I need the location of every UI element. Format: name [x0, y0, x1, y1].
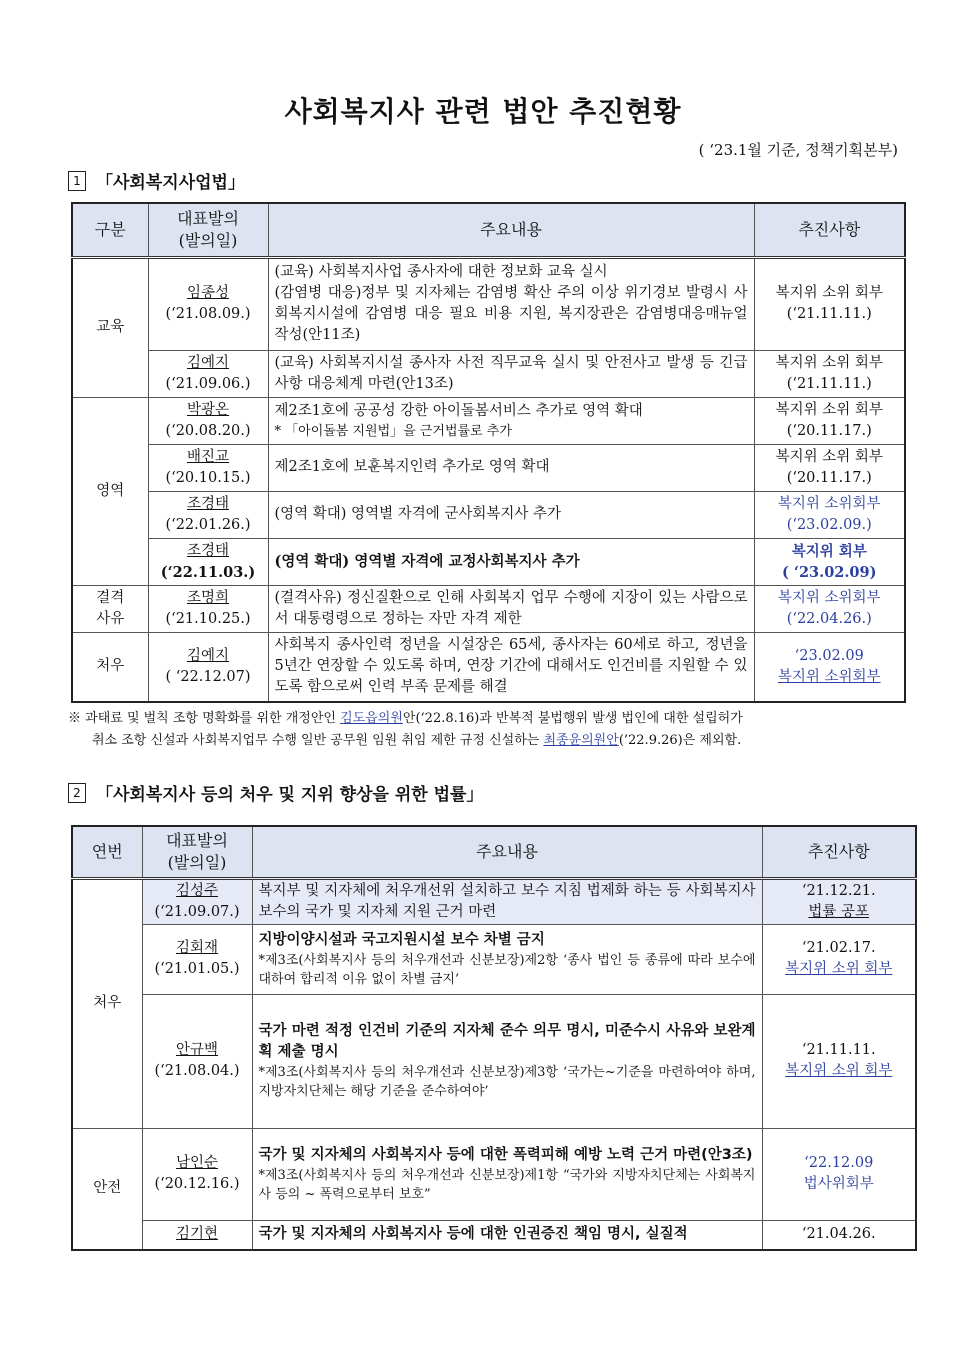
section2-table — [71, 825, 917, 1251]
content-cell: 사회복지 종사인력 정년을 시설장은 65세, 종사자는 60세로 하고, 정년을 5년간 연장할 수 있도록 하며, 연장 기간에 대해서도 인건비를 지원할 수 있도록 함으로써 인력 부족 문제를 해결 — [268, 632, 754, 702]
proposer-cell — [148, 491, 268, 538]
header-content: 주요내용 — [252, 826, 762, 878]
content-note: *제3조(사회복지사 등의 처우개선과 신분보장)제2항 ‘종사 법인 등 종류에 따라 보수에 대하여 합리적 이유 없이 차별 금지’ — [258, 952, 756, 987]
content-note: *제3조(사회복지사 등의 처우개선과 신분보장)제3항 ‘국가는~기준을 마련하여야 하며, 지방자치단체는 해당 기준을 준수하여야’ — [258, 1065, 756, 1099]
proposal-date: (‘21.08.04.) — [154, 1063, 240, 1079]
header-category: 구분 — [72, 203, 148, 257]
status-text: 복지위 소위 회부 — [785, 1063, 893, 1079]
page-title: 사회복지사 관련 법안 추진현황 — [284, 95, 682, 128]
content-cell — [252, 994, 762, 1128]
status-cell: 복지위 소위 회부 (‘21.11.11.) — [754, 257, 905, 350]
proposer-cell — [148, 444, 268, 491]
content-main: 제2조1호에 공공성 강한 아이돌봄서비스 추가로 영역 확대 — [274, 402, 643, 419]
content-note: * 「아이돌봄 지원법」을 근거법률로 추가 — [274, 423, 512, 439]
section2-heading — [68, 780, 483, 805]
header-number: 연번 — [72, 826, 142, 878]
proposer-name: 김성주 — [175, 882, 219, 899]
status-cell: 복지위 소위 회부 (‘21.11.11.) — [754, 350, 905, 397]
status-cell — [762, 1128, 916, 1220]
category-cell: 처우 — [72, 632, 148, 702]
status-cell — [762, 878, 916, 924]
status-cell — [762, 994, 916, 1128]
proposer-cell — [142, 994, 252, 1128]
proposer-cell — [148, 350, 268, 397]
content-cell — [268, 397, 754, 444]
proposal-date: (‘21.09.07.) — [154, 903, 240, 920]
proposal-date: (‘21.08.09.) — [165, 306, 251, 322]
content-cell: (교육) 사회복지시설 종사자 사전 직무교육 실시 및 안전사고 발생 등 긴급사항 대응체계 마련(안13조) — [268, 350, 754, 397]
content-cell: (교육) 사회복지사업 종사자에 대한 정보화 교육 실시 (감염병 대응)정부 및 지자체는 감염병 확산 주의 이상 위기경보 발령시 사회복지시설에 감염병 대응 필요 비용 지원, 복지장관은 감염병대응매뉴얼 작성(안11조) — [268, 257, 754, 350]
section1-number: 1 — [68, 171, 86, 191]
proposal-date: (‘21.01.05.) — [154, 961, 240, 977]
table-row — [72, 350, 905, 397]
table-header-row — [72, 203, 905, 257]
proposer-name: 김예지 — [186, 354, 230, 371]
content-cell: 제2조1호에 보훈복지인력 추가로 영역 확대 — [268, 444, 754, 491]
footnote-link[interactable]: 최종윤의원안 — [543, 733, 619, 748]
status-text: 법률 공포 — [808, 903, 870, 920]
content-cell: (영역 확대) 영역별 자격에 군사회복지사 추가 — [268, 491, 754, 538]
header-proposer: 대표발의 (발의일) — [148, 203, 268, 257]
proposal-date: (‘20.12.16.) — [154, 1176, 240, 1192]
section1-table — [71, 202, 906, 703]
footnote-line: 취소 조항 신설과 사회복지업무 수행 일반 공무원 임원 취임 제한 규정 신설하는 최종윤의원안(’22.9.26)은 제외함. — [92, 733, 742, 748]
header-proposer: 대표발의 (발의일) — [142, 826, 252, 878]
status-cell: 복지위 소위 회부 (‘20.11.17.) — [754, 444, 905, 491]
content-note: *제3조(사회복지사 등의 처우개선과 신분보장)제1항 “국가와 지방자치단체는 사회복지사 등의 ~ 폭력으로부터 보호” — [258, 1167, 756, 1202]
status-text: 법사위회부 — [803, 1176, 874, 1192]
content-cell: (영역 확대) 영역별 자격에 교정사회복지사 추가 — [268, 538, 754, 585]
proposer-name: 안규백 — [175, 1042, 219, 1058]
status-date: ‘22.12.09 — [804, 1155, 874, 1171]
proposal-date: ( ‘22.12.07) — [165, 668, 251, 685]
status-cell: 복지위 소위회부 (‘23.02.09.) — [754, 491, 905, 538]
footnote-line: ※ 과태료 및 벌칙 조항 명확화를 위한 개정안인 김도읍의원안(‘22.8.16)과 반복적 불법행위 발생 법인에 대한 설립허가 — [68, 711, 743, 726]
content-main: 지방이양시설과 국고지원시설 보수 차별 금지 — [258, 931, 545, 948]
status-date: ‘23.02.09 — [794, 647, 864, 664]
table-row — [72, 1220, 916, 1250]
proposer-cell — [148, 257, 268, 350]
proposer-name: 배진교 — [186, 448, 230, 465]
content-cell: 복지부 및 지자체에 처우개선위 설치하고 보수 지침 법제화 하는 등 사회복지사 보수의 국가 및 지자체 지원 근거 마련 — [252, 878, 762, 924]
content-cell — [252, 1128, 762, 1220]
table-row — [72, 924, 916, 994]
table-row — [72, 538, 905, 585]
category-cell: 안전 — [72, 1128, 142, 1250]
proposer-name: 남인순 — [175, 1155, 219, 1171]
proposer-cell — [142, 878, 252, 924]
proposer-name: 김기현 — [175, 1226, 219, 1243]
content-main: 국가 및 지자체의 사회복지사 등에 대한 폭력피해 예방 노력 근거 마련(안3조) — [258, 1146, 753, 1163]
header-status: 추진사항 — [762, 826, 916, 878]
status-cell: 복지위 소위 회부 (‘20.11.17.) — [754, 397, 905, 444]
proposer-name: 김회재 — [175, 940, 219, 956]
category-cell: 결격 사유 — [72, 585, 148, 632]
category-cell: 영역 — [72, 397, 148, 585]
table-row — [72, 878, 916, 924]
proposal-date: (‘20.08.20.) — [165, 422, 251, 439]
status-cell: 복지위 소위회부 (‘22.04.26.) — [754, 585, 905, 632]
proposer-name: 임종성 — [186, 285, 230, 301]
status-cell: 복지위 회부 ( ‘23.02.09) — [754, 538, 905, 585]
table-row — [72, 1128, 916, 1220]
status-text: 복지위 소위회부 — [777, 668, 881, 685]
status-date: ‘21.12.21. — [801, 882, 876, 899]
status-cell — [762, 924, 916, 994]
page-subtitle: ( ‘23.1월 기준, 정책기획본부) — [698, 141, 898, 159]
section2-title: 「사회복지사 등의 처우 및 지위 향상을 위한 법률」 — [96, 785, 484, 805]
category-cell: 교육 — [72, 257, 148, 397]
section2-number: 2 — [68, 783, 86, 803]
table-row — [72, 444, 905, 491]
status-cell — [754, 632, 905, 702]
proposer-name: 조경태 — [186, 543, 230, 559]
section1-title: 「사회복지사업법」 — [96, 173, 245, 193]
status-date: ‘21.02.17. — [801, 940, 876, 956]
content-cell: (결격사유) 정신질환으로 인해 사회복지 업무 수행에 지장이 있는 사람으로서 대통령령으로 정하는 자만 자격 제한 — [268, 585, 754, 632]
table-row — [72, 585, 905, 632]
table-row — [72, 994, 916, 1128]
content-cell — [252, 924, 762, 994]
table-header-row — [72, 826, 916, 878]
content-cell: 국가 및 지자체의 사회복지사 등에 대한 인권증진 책임 명시, 실질적 — [252, 1220, 762, 1250]
status-date: ‘21.11.11. — [801, 1042, 876, 1058]
proposal-date: (‘22.11.03.) — [160, 564, 256, 581]
category-cell: 처우 — [72, 878, 142, 1128]
table-row — [72, 491, 905, 538]
footnote-link[interactable]: 김도읍의원 — [340, 711, 403, 726]
proposer-name: 조명희 — [186, 589, 230, 606]
proposer-name: 박광온 — [186, 401, 230, 418]
proposer-name: 조경태 — [186, 495, 230, 512]
status-cell: ‘21.04.26. — [762, 1220, 916, 1250]
footnote — [68, 708, 908, 752]
proposer-cell — [148, 585, 268, 632]
table-row — [72, 397, 905, 444]
content-main: 국가 마련 적정 인건비 기준의 지자체 준수 의무 명시, 미준수시 사유와 보완계획 제출 명시 — [258, 1023, 756, 1060]
proposal-date: (‘21.09.06.) — [165, 375, 251, 392]
proposer-cell — [148, 397, 268, 444]
header-status: 추진사항 — [754, 203, 905, 257]
section1-heading — [68, 168, 245, 193]
header-content: 주요내용 — [268, 203, 754, 257]
proposer-name: 김예지 — [186, 647, 230, 664]
proposal-date: (‘22.01.26.) — [165, 516, 251, 533]
proposer-cell — [142, 1128, 252, 1220]
proposal-date: (‘21.10.25.) — [165, 610, 251, 627]
status-text: 복지위 소위 회부 — [785, 961, 893, 977]
proposer-cell — [148, 632, 268, 702]
proposer-cell — [142, 1220, 252, 1250]
table-row — [72, 632, 905, 702]
proposer-cell — [142, 924, 252, 994]
table-row — [72, 257, 905, 350]
proposal-date: (‘20.10.15.) — [165, 469, 251, 486]
proposer-cell — [148, 538, 268, 585]
